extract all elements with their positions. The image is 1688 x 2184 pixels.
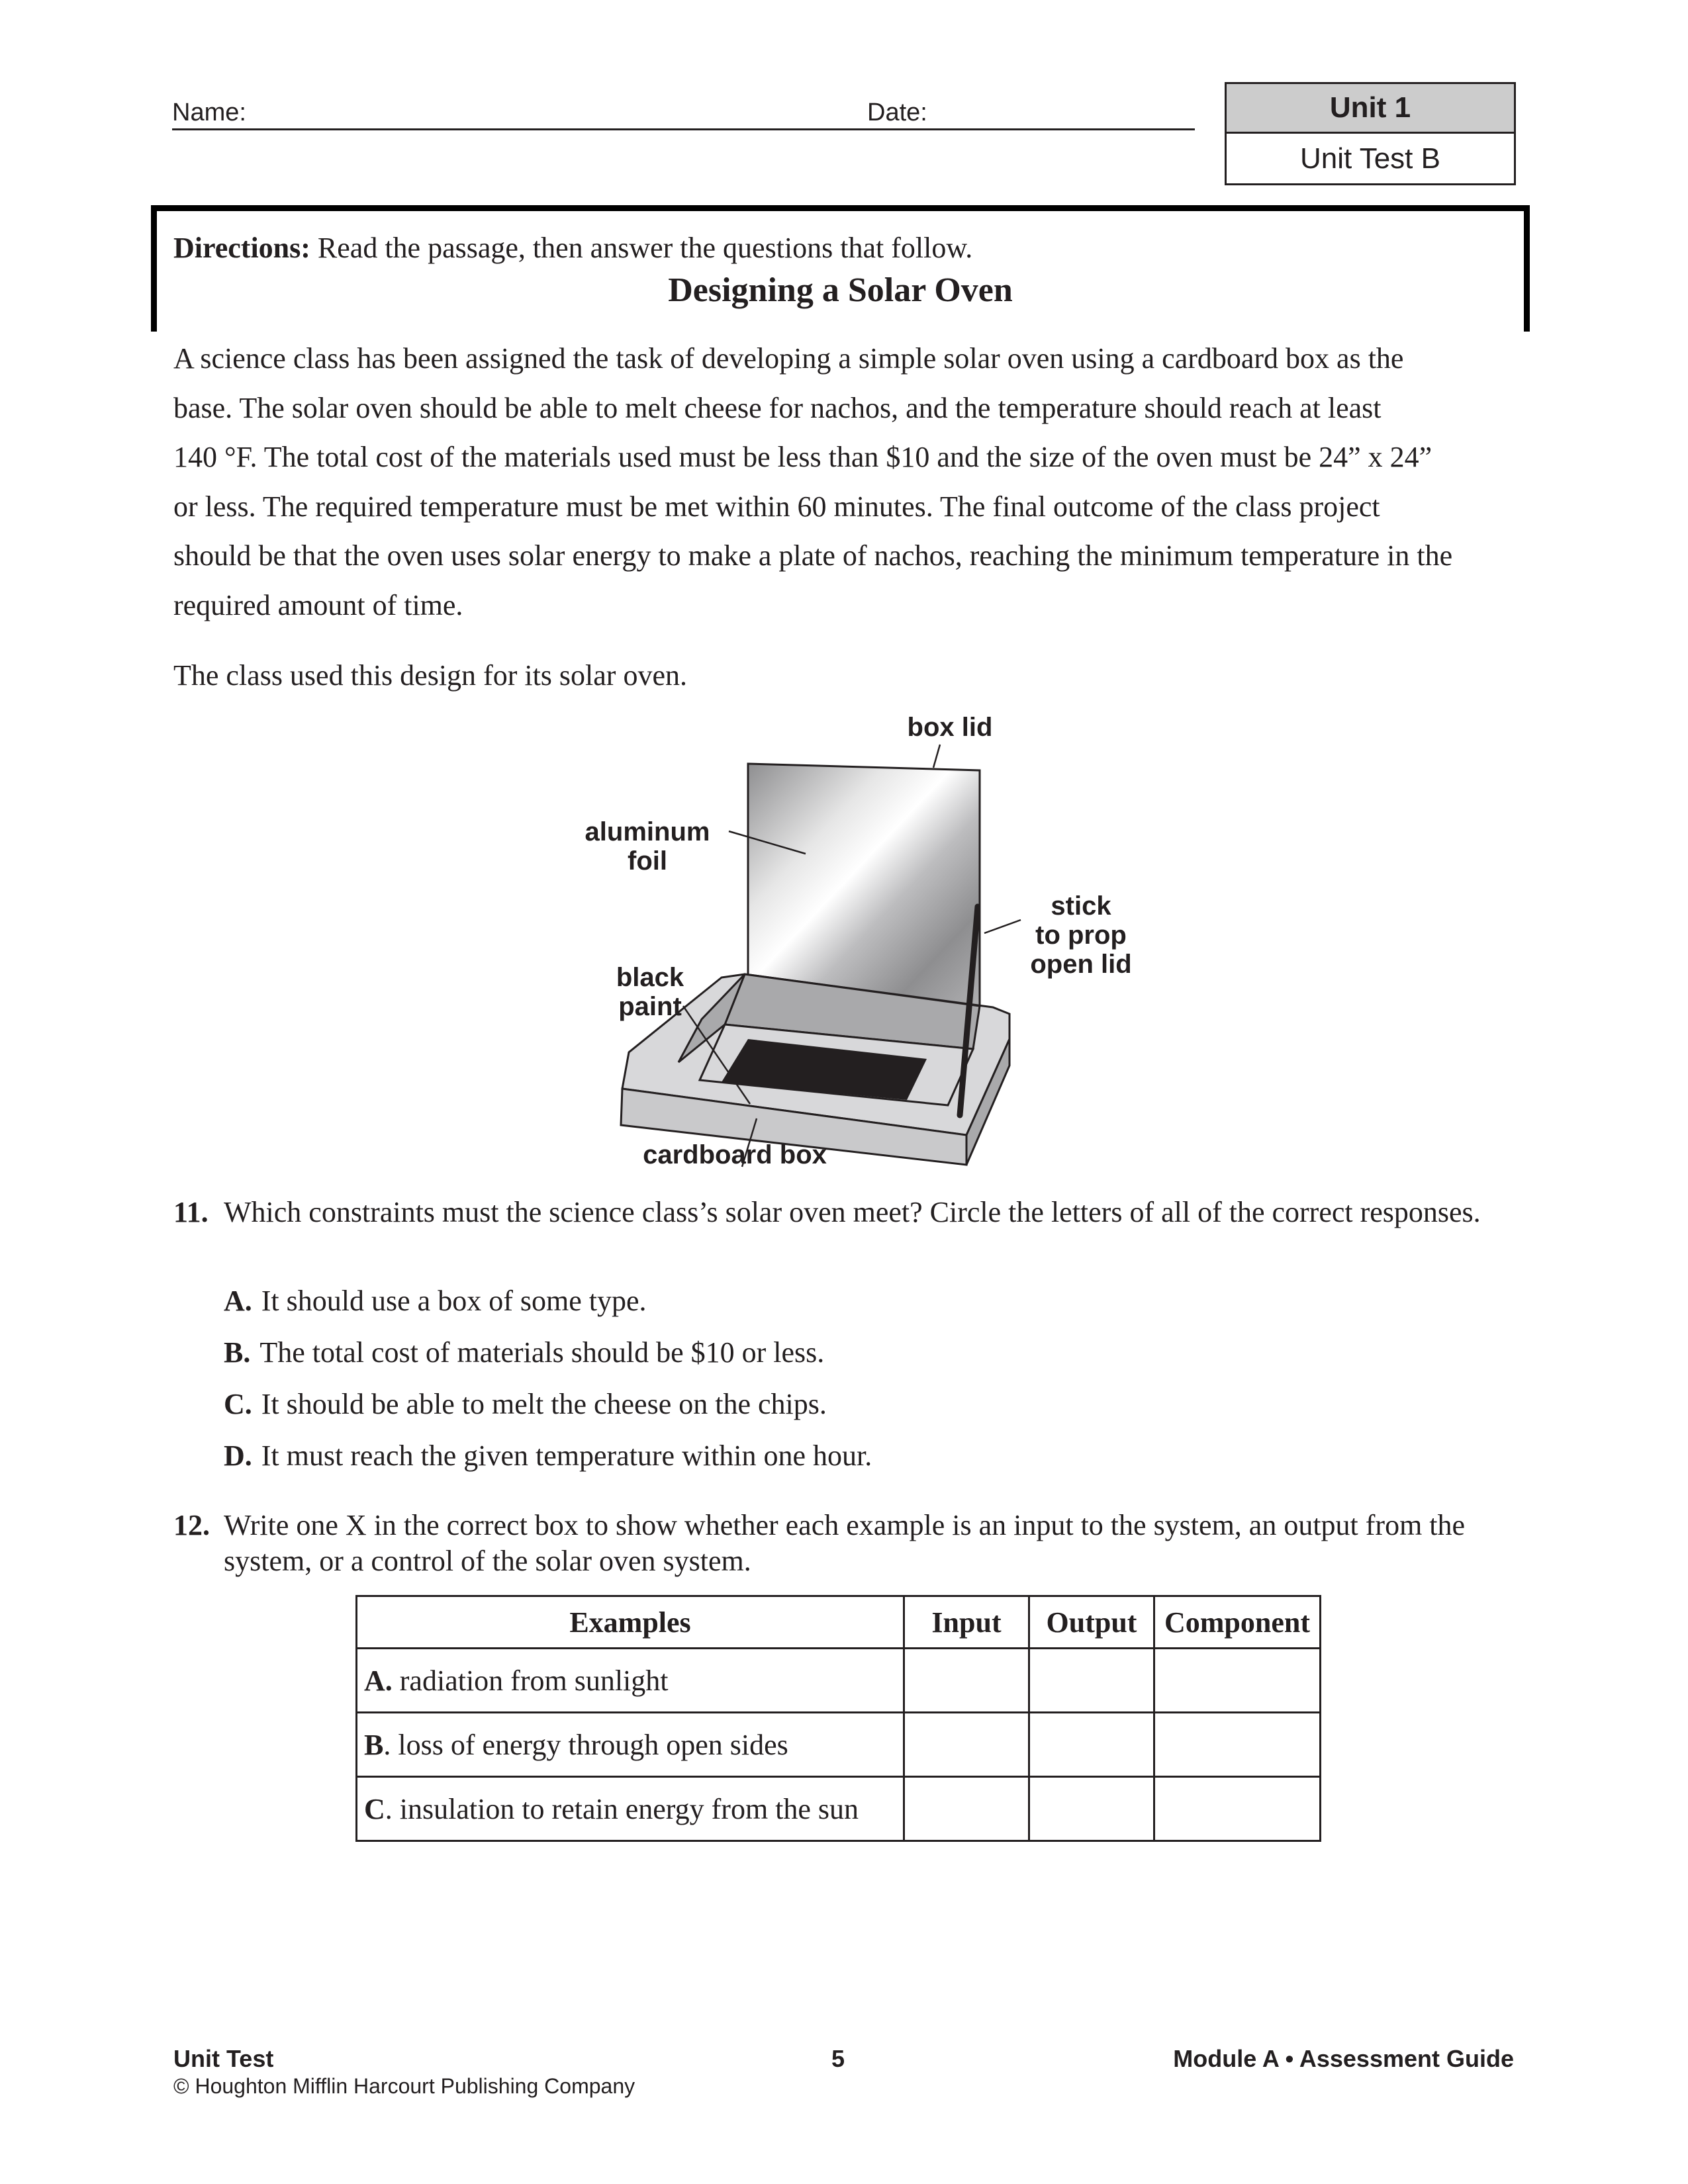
label-open-lid: open lid bbox=[1030, 950, 1132, 979]
input-cell[interactable] bbox=[904, 1649, 1029, 1713]
directions-box bbox=[151, 205, 1530, 332]
directions-label: Directions: bbox=[173, 232, 310, 264]
directions bbox=[173, 231, 972, 265]
option-letter: B. bbox=[224, 1336, 251, 1369]
output-cell[interactable] bbox=[1029, 1777, 1154, 1841]
option-text: The total cost of materials should be $10 or less. bbox=[259, 1336, 825, 1369]
header-input: Input bbox=[904, 1596, 1029, 1649]
test-title: Unit Test B bbox=[1300, 142, 1440, 175]
option-letter: C. bbox=[224, 1388, 252, 1420]
option-letter: A. bbox=[224, 1285, 252, 1317]
example-letter: B bbox=[364, 1728, 384, 1761]
passage-line: A science class has been assigned the task of developing a simple solar oven using a cardboard box as the bbox=[173, 342, 1404, 375]
passage-line: required amount of time. bbox=[173, 588, 463, 621]
example-text: radiation from sunlight bbox=[392, 1664, 669, 1697]
page-number: 5 bbox=[831, 2045, 845, 2072]
passage-line: or less. The required temperature must be met within 60 minutes. The final outcome of the class project bbox=[173, 490, 1380, 523]
example-text: . loss of energy through open sides bbox=[383, 1728, 788, 1761]
footer-unit-test: Unit Test bbox=[173, 2045, 274, 2072]
question-text: Write one X in the correct box to show whether each example is an input to the system, an output from the system, or a control of the solar oven system. bbox=[224, 1509, 1466, 1577]
label-to-prop: to prop bbox=[1035, 921, 1127, 950]
footer-module: Module A • Assessment Guide bbox=[1173, 2045, 1514, 2072]
input-cell[interactable] bbox=[904, 1777, 1029, 1841]
table-row bbox=[357, 1777, 1321, 1841]
option-text: It should be able to melt the cheese on the chips. bbox=[261, 1388, 827, 1420]
option-c[interactable] bbox=[224, 1387, 827, 1421]
option-a[interactable] bbox=[224, 1284, 646, 1318]
footer-copyright: © Houghton Mifflin Harcourt Publishing Company bbox=[173, 2074, 635, 2098]
example-cell bbox=[357, 1649, 904, 1713]
unit-title: Unit 1 bbox=[1227, 84, 1514, 134]
question-number: 12. bbox=[173, 1509, 210, 1541]
option-b[interactable] bbox=[224, 1336, 824, 1369]
table-row bbox=[357, 1649, 1321, 1713]
question-text: Which constraints must the science class’s solar oven meet? Circle the letters of all of the correct responses. bbox=[224, 1196, 1481, 1228]
option-d[interactable] bbox=[224, 1439, 872, 1473]
question-12 bbox=[0, 1508, 1688, 1577]
output-cell[interactable] bbox=[1029, 1713, 1154, 1777]
option-text: It must reach the given temperature within one hour. bbox=[261, 1439, 872, 1472]
question-11 bbox=[0, 1195, 1688, 1234]
component-cell[interactable] bbox=[1154, 1713, 1321, 1777]
output-cell[interactable] bbox=[1029, 1649, 1154, 1713]
example-letter: A. bbox=[364, 1664, 393, 1697]
passage-title: Designing a Solar Oven bbox=[668, 271, 1013, 309]
passage-line: base. The solar oven should be able to melt cheese for nachos, and the temperature should reach at least bbox=[173, 391, 1382, 424]
label-stick: stick bbox=[1051, 891, 1111, 921]
option-text: It should use a box of some type. bbox=[261, 1285, 647, 1317]
box-lid bbox=[748, 764, 980, 1009]
header-output: Output bbox=[1029, 1596, 1154, 1649]
solar-oven-diagram bbox=[543, 708, 1139, 1171]
label-foil: foil bbox=[628, 846, 667, 876]
example-text: . insulation to retain energy from the sun bbox=[385, 1792, 859, 1825]
passage bbox=[173, 334, 1517, 630]
example-cell bbox=[357, 1777, 904, 1841]
label-black: black bbox=[616, 963, 684, 992]
label-box-lid: box lid bbox=[907, 713, 993, 742]
question-number: 11. bbox=[173, 1196, 209, 1228]
unit-badge bbox=[1225, 82, 1516, 185]
header-examples: Examples bbox=[357, 1596, 904, 1649]
directions-text: Read the passage, then answer the questions that follow. bbox=[310, 232, 973, 264]
name-date-line bbox=[172, 98, 1195, 130]
name-label: Name: bbox=[172, 99, 246, 126]
design-intro: The class used this design for its solar oven. bbox=[173, 659, 687, 692]
component-cell[interactable] bbox=[1154, 1777, 1321, 1841]
component-cell[interactable] bbox=[1154, 1649, 1321, 1713]
option-letter: D. bbox=[224, 1439, 252, 1472]
label-cardboard-box: cardboard box bbox=[643, 1140, 827, 1169]
example-cell bbox=[357, 1713, 904, 1777]
date-label: Date: bbox=[867, 99, 927, 126]
label-aluminum: aluminum bbox=[585, 817, 710, 846]
passage-line: 140 °F. The total cost of the materials used must be less than $10 and the size of the oven must be 24” x 24” bbox=[173, 441, 1432, 473]
table-row bbox=[357, 1713, 1321, 1777]
input-cell[interactable] bbox=[904, 1713, 1029, 1777]
passage-line: should be that the oven uses solar energy to make a plate of nachos, reaching the minimum temperature in the bbox=[173, 539, 1453, 572]
label-paint: paint bbox=[618, 992, 682, 1021]
header-component: Component bbox=[1154, 1596, 1321, 1649]
example-letter: C bbox=[364, 1792, 385, 1825]
input-output-table bbox=[355, 1595, 1321, 1842]
